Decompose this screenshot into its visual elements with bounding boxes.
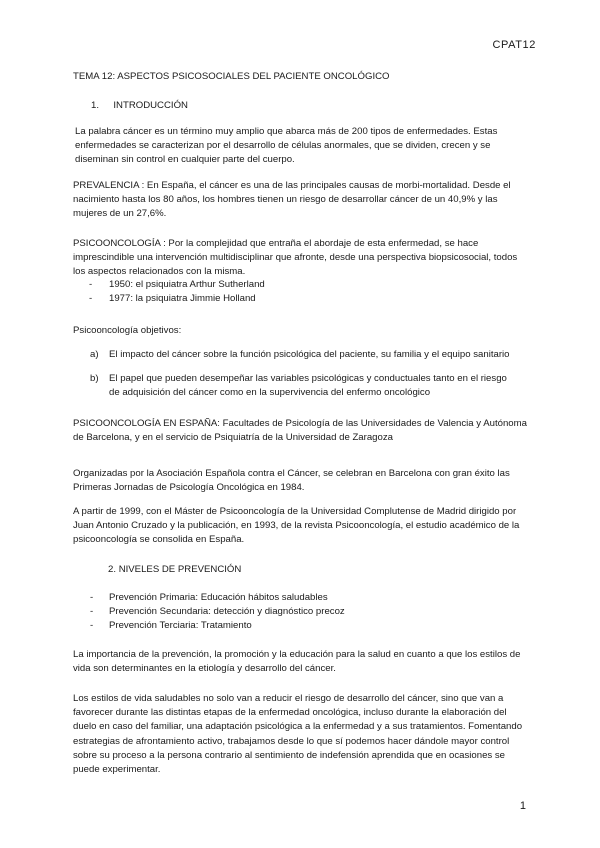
document-title: TEMA 12: ASPECTOS PSICOSOCIALES DEL PACIENTE ONCOLÓGICO (73, 71, 390, 82)
jornadas-paragraph: Organizadas por la Asociación Española contra el Cáncer, se celebran en Barcelona con gran éxito las Primeras Jornadas de Psicología Oncológica en 1984. (73, 468, 510, 494)
document-code: CPAT12 (492, 39, 536, 51)
list-item (90, 619, 510, 633)
list-item (90, 591, 510, 605)
espana-paragraph: PSICOONCOLOGÍA EN ESPAÑA: Facultades de Psicología de las Universidades de Valencia y Autónoma de Barcelona, y en el servicio de Psiquiatría de la Universidad de Zaragoza (73, 418, 527, 444)
prevalencia-paragraph: PREVALENCIA : En España, el cáncer es una de las principales causas de morbi-mortalidad. Desde el nacimiento hasta los 80 años, los hombres tienen un riesgo de desarrollar cáncer de un 40,9% y las mujeres de un 27,6%. (73, 180, 511, 220)
list-item (90, 605, 510, 619)
list-marker: - (90, 620, 94, 631)
page-number: 1 (519, 800, 526, 812)
section-heading-introduccion (91, 99, 188, 113)
list-item-text: 1950: el psiquiatra Arthur Sutherland (109, 279, 265, 290)
list-item (89, 292, 509, 306)
list-marker: b) (90, 373, 99, 384)
list-item-text: 1977: la psiquiatra Jimmie Holland (109, 293, 256, 304)
list-item-text: El impacto del cáncer sobre la función psicológica del paciente, su familia y el equipo sanitario (109, 349, 510, 360)
list-item-text: Prevención Terciaria: Tratamiento (109, 620, 252, 631)
list-marker: - (89, 279, 93, 290)
list-marker: a) (90, 349, 99, 360)
section-heading-prevencion (108, 563, 241, 577)
list-item-text: Prevención Primaria: Educación hábitos saludables (109, 592, 328, 603)
estilos-paragraph: Los estilos de vida saludables no solo van a reducir el riesgo de desarrollo del cáncer, sino que van a favorecer durante las distintas etapas de la enfermedad oncológica, incluso durante la elaboración del duelo en caso del familiar, una adaptación psicológica a la enfermedad y a sus tratamientos. Fomentando estrategias de afrontamiento activo, trabajamos desde lo que sí podemos hacer dándole mayor control sobre su proceso a la persona contrario al sentimiento de indefensión aprendida que en ocasiones se puede experimentar. (73, 693, 523, 776)
section-number: 2. (108, 564, 117, 575)
section-label: INTRODUCCIÓN (113, 100, 188, 111)
master-paragraph: A partir de 1999, con el Máster de Psicooncología de la Universidad Complutense de Madrid dirigido por Juan Antonio Cruzado y la publicación, en 1993, de la revista Psicooncología, el estudio académico de la psicooncología se consolida en España. (73, 506, 520, 546)
list-marker: - (89, 293, 93, 304)
list-marker: - (90, 592, 94, 603)
importancia-paragraph: La importancia de la prevención, la promoción y la educación para la salud en cuanto a que los estilos de vida son determinantes en la etiología y desarrollo del cáncer. (73, 649, 521, 675)
list-item (90, 348, 513, 362)
section-label: NIVELES DE PREVENCIÓN (118, 564, 242, 575)
list-item-text: Prevención Secundaria: detección y diagnóstico precoz (109, 606, 345, 617)
section-number: 1. (91, 100, 100, 111)
psicooncologia-paragraph: PSICOONCOLOGÍA : Por la complejidad que entraña el abordaje de esta enfermedad, se hace imprescindible una intervención multidisciplinar que afronte, desde una perspectiva biopsicosocial, todos los aspectos relacionados con la misma. (73, 238, 518, 278)
objetivos-heading: Psicooncología objetivos: (73, 325, 182, 336)
list-item (90, 372, 513, 400)
intro-paragraph: La palabra cáncer es un término muy amplio que abarca más de 200 tipos de enfermedades. Estas enfermedades se caracterizan por el desarrollo de células anormales, que se dividen, crecen y se diseminan sin control en cualquier parte del cuerpo. (75, 126, 498, 166)
list-item (89, 278, 509, 292)
list-marker: - (90, 606, 94, 617)
list-item-text: El papel que pueden desempeñar las variables psicológicas y conductuales tanto en el riesgo de adquisición del cáncer como en la supervivencia del enfermo oncológico (109, 373, 507, 399)
